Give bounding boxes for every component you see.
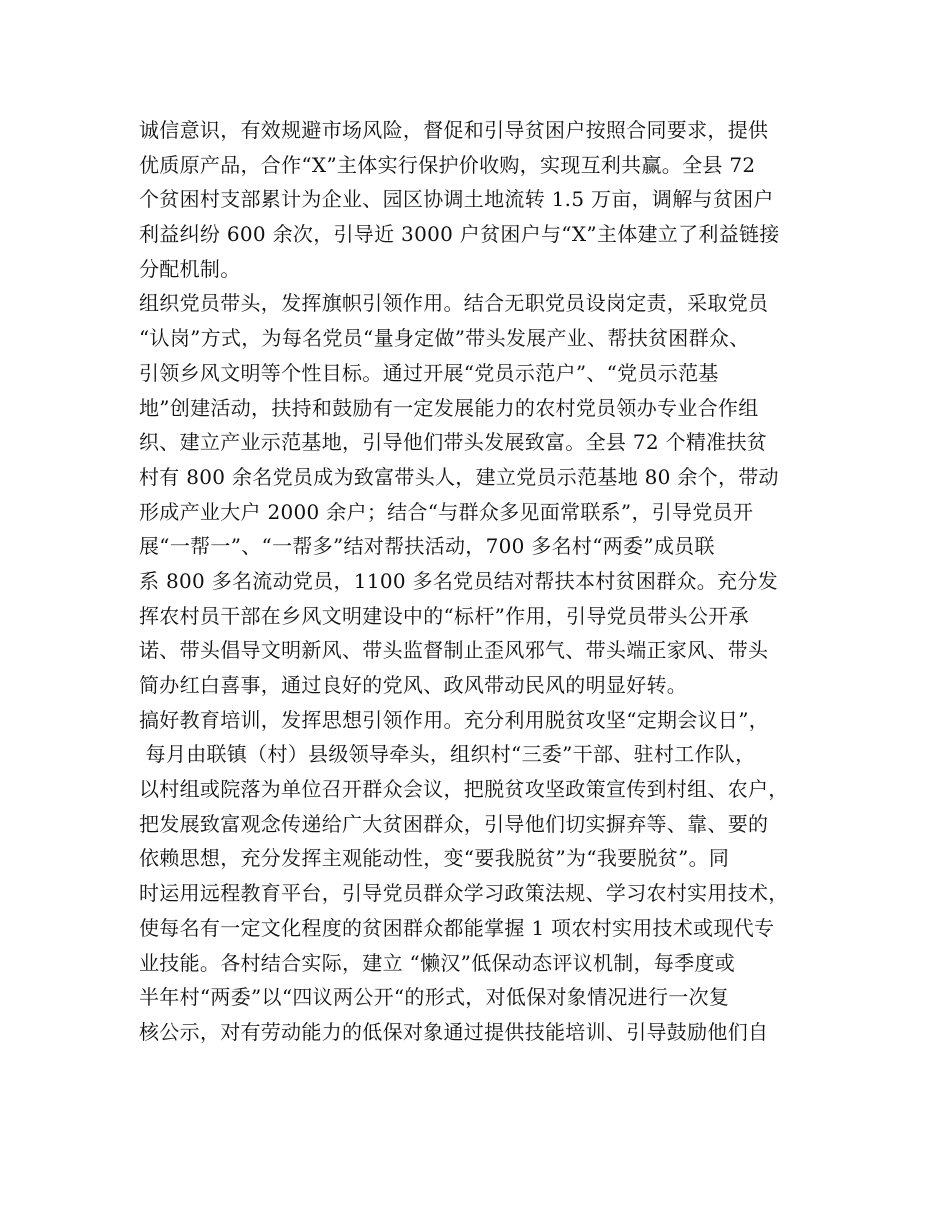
text-line: 简办红白喜事，通过良好的党风、政风带动民风的明显好转。 <box>139 673 688 697</box>
text-line: 组织党员带头，发挥旗帜引领作用。结合无职党员设岗定责，采取党员 <box>139 291 769 316</box>
text-line: 把发展致富观念传递给广大贫困群众，引导他们切实摒弃等、靠、要的 <box>139 811 769 836</box>
text-line: 业技能。各村结合实际，建立 “懒汉”低保动态评议机制，每季度或 <box>139 950 736 975</box>
text-line: 依赖思想，充分发挥主观能动性，变“要我脱贫”为“我要脱贫”。同 <box>139 846 730 871</box>
text-line: 引领乡风文明等个性目标。通过开展“党员示范户”、“党员示范基 <box>139 360 719 385</box>
text-line: 诚信意识，有效规避市场风险，督促和引导贫困户按照合同要求，提供 <box>139 118 769 142</box>
text-line: 分配机制。 <box>139 256 241 281</box>
text-line: 地”创建活动，扶持和鼓励有一定发展能力的农村党员领办专业合作组 <box>139 395 759 420</box>
text-line: 织、建立产业示范基地，引导他们带头发展致富。全县 72 个精准扶贫 <box>139 430 768 455</box>
text-line: 展“一帮一”、“一帮多”结对帮扶活动，700 多名村“两委”成员联 <box>139 534 715 559</box>
text-line: 利益纠纷 600 余次，引导近 3000 户贫困户与“X”主体建立了利益链接 <box>139 222 780 247</box>
text-line: 半年村“两委”以“四议两公开“的形式，对低保对象情况进行一次复 <box>139 985 730 1010</box>
text-line: 时运用远程教育平台，引导党员群众学习政策法规、学习农村实用技术， <box>139 881 789 906</box>
document-body <box>139 113 829 1050</box>
text-line: 挥农村员干部在乡风文明建设中的“标杆”作用，引导党员带头公开承 <box>139 603 749 628</box>
text-line: 形成产业大户 2000 余户；结合“与群众多见面常联系”，引导党员开 <box>139 499 754 524</box>
text-line: 诺、带头倡导文明新风、带头监督制止歪风邪气、带头端正家风、带头 <box>139 638 769 663</box>
text-line: 个贫困村支部累计为企业、园区协调土地流转 1.5 万亩，调解与贫困户 <box>139 187 774 212</box>
text-line: 系 800 多名流动党员，1100 多名党员结对帮扶本村贫困群众。充分发 <box>139 568 778 593</box>
text-line: 搞好教育培训，发挥思想引领作用。充分利用脱贫攻坚“定期会议日”， <box>139 707 770 732</box>
text-line: 使每名有一定文化程度的贫困群众都能掌握 1 项农村实用技术或现代专 <box>139 915 775 940</box>
text-line: 核公示，对有劳动能力的低保对象通过提供技能培训、引导鼓励他们自 <box>139 1019 769 1044</box>
text-line: 以村组或院落为单位召开群众会议，把脱贫攻坚政策宣传到村组、农户， <box>139 777 789 802</box>
text-line: 优质原产品，合作“X”主体实行保护价收购，实现互利共赢。全县 72 <box>139 152 756 177</box>
text-line: “认岗”方式，为每名党员“量身定做”带头发展产业、帮扶贫困群众、 <box>139 326 750 351</box>
text-line: 每月由联镇（村）县级领导牵头，组织村“三委”干部、驻村工作队， <box>139 742 756 767</box>
text-line: 村有 800 余名党员成为致富带头人，建立党员示范基地 80 余个，带动 <box>139 464 779 489</box>
